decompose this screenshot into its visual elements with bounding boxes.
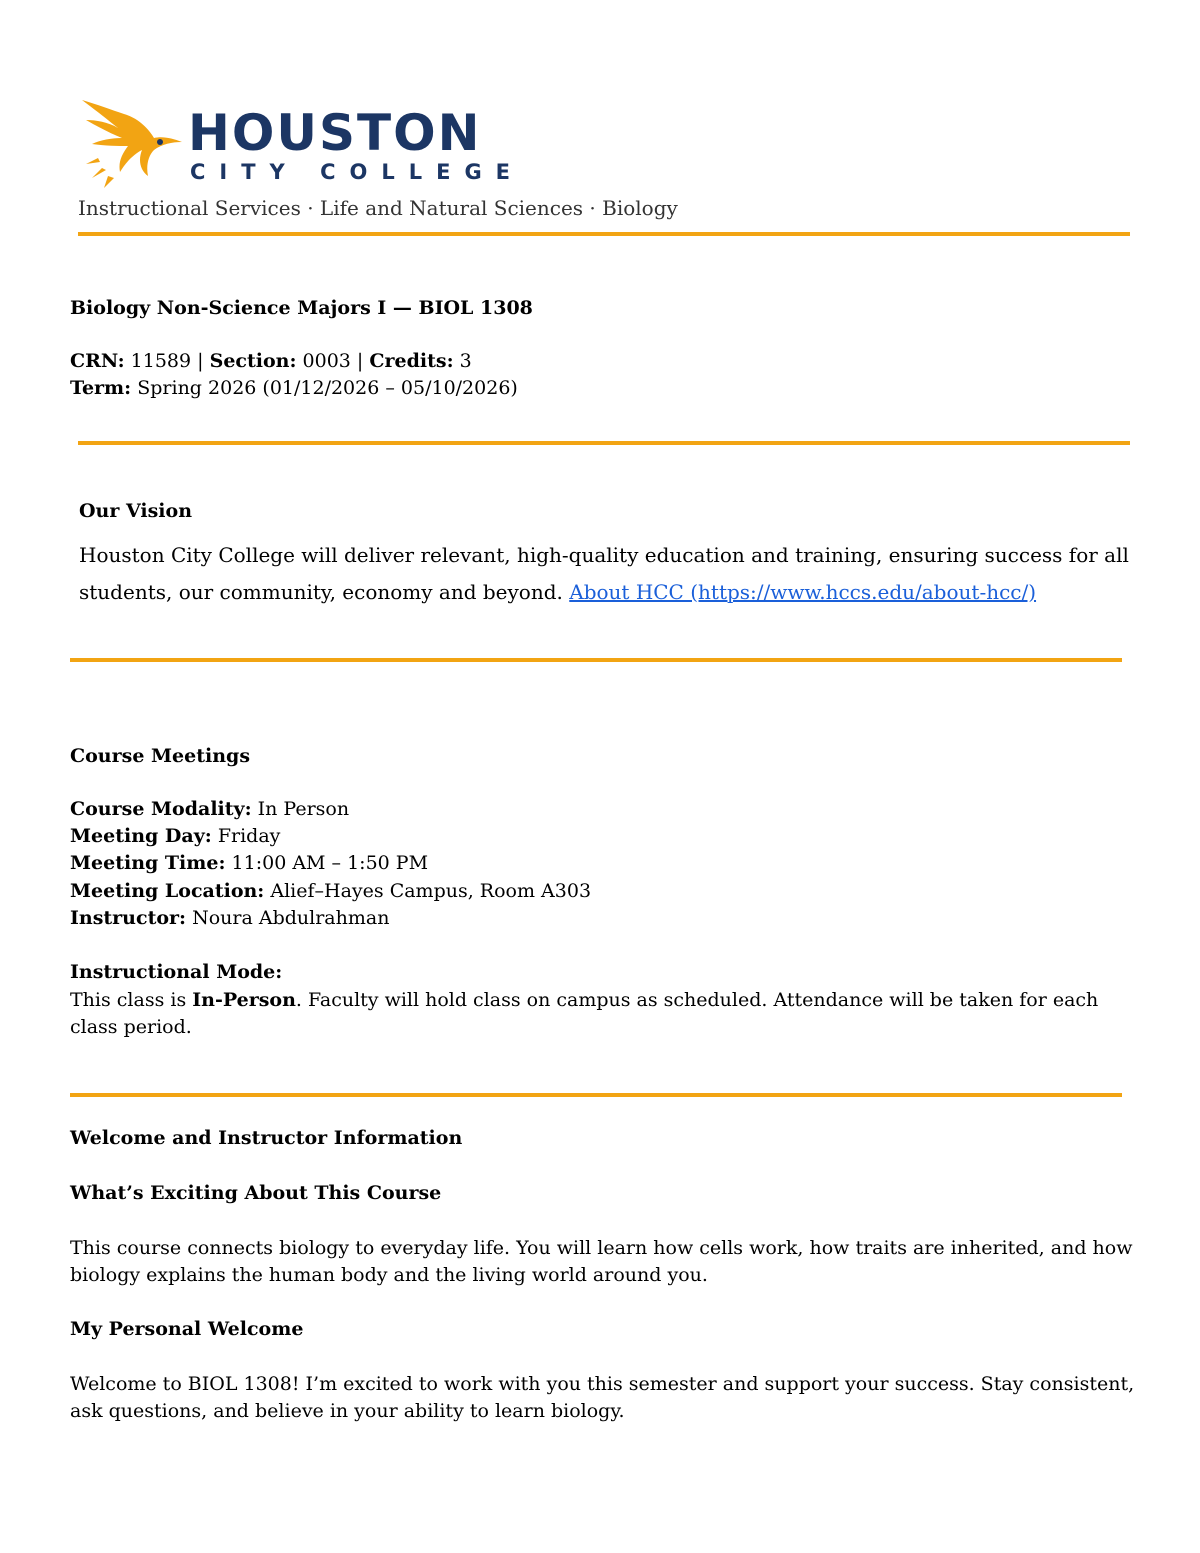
college-logo xyxy=(78,98,525,190)
vision-heading: Our Vision xyxy=(79,500,193,522)
meeting-location: Meeting Location: Alief–Hayes Campus, Room A303 xyxy=(70,880,592,902)
divider xyxy=(70,1093,1122,1097)
welcome-heading: Welcome and Instructor Information xyxy=(70,1127,463,1149)
logo-subtext: CITY COLLEGE xyxy=(190,160,525,184)
exciting-body: This course connects biology to everyday life. You will learn how cells work, how traits are inherited, and how biology explains the human body and the living world around you. xyxy=(70,1237,1133,1286)
meeting-day: Meeting Day: Friday xyxy=(70,825,281,847)
breadcrumb: Instructional Services · Life and Natural Sciences · Biology xyxy=(78,196,678,220)
mode-heading: Instructional Mode: xyxy=(70,961,283,983)
personal-body: Welcome to BIOL 1308! I’m excited to work with you this semester and support your success. Stay consistent, ask questions, and believe in your ability to learn biology. xyxy=(70,1373,1135,1422)
meetings-heading: Course Meetings xyxy=(70,745,251,767)
logo-wordmark: HOUSTON xyxy=(188,104,482,162)
divider xyxy=(78,441,1130,445)
personal-heading: My Personal Welcome xyxy=(70,1318,304,1340)
course-identifiers: CRN: 11589 | Section: 0003 | Credits: 3 xyxy=(70,350,472,372)
vision-body: Houston City College will deliver relevant, high-quality education and training, ensuring success for all students, our community, economy and beyond. About HCC (https://www.hccs.edu/about-hcc/) xyxy=(79,543,1129,604)
course-title: Biology Non-Science Majors I — BIOL 1308 xyxy=(70,297,533,319)
meeting-instructor: Instructor: Noura Abdulrahman xyxy=(70,907,390,929)
mode-body: This class is In-Person. Faculty will hold class on campus as scheduled. Attendance will be taken for each class period. xyxy=(70,989,1099,1038)
about-hcc-link[interactable]: About HCC (https://www.hccs.edu/about-hcc/) xyxy=(569,580,1037,604)
meeting-time: Meeting Time: 11:00 AM – 1:50 PM xyxy=(70,852,429,874)
exciting-heading: What’s Exciting About This Course xyxy=(70,1182,442,1204)
course-term: Term: Spring 2026 (01/12/2026 – 05/10/2026) xyxy=(70,377,518,399)
divider xyxy=(70,658,1122,662)
phoenix-bird-icon xyxy=(78,98,188,190)
meeting-modality: Course Modality: In Person xyxy=(70,798,350,820)
divider xyxy=(78,232,1130,236)
